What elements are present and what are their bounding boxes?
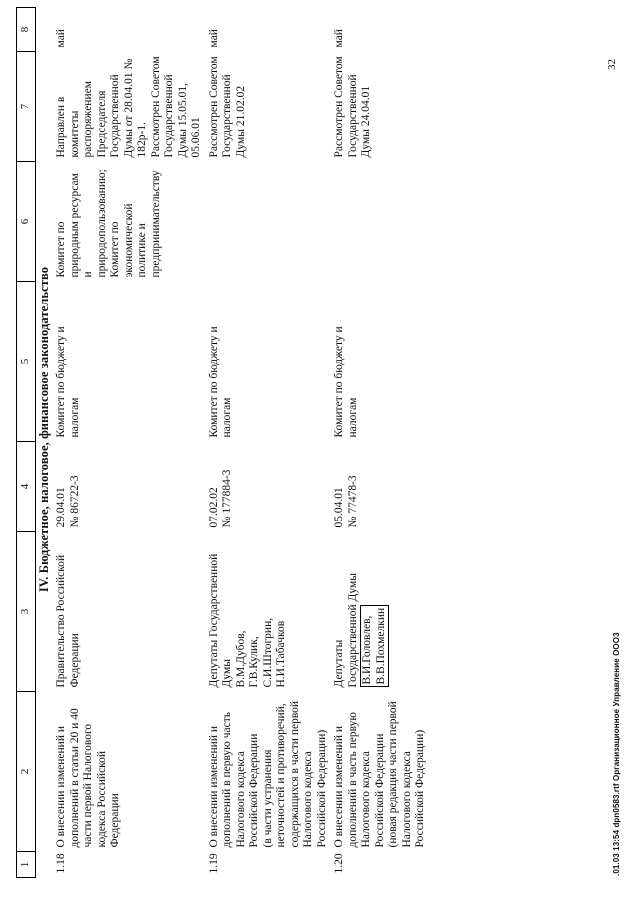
page-number: 32	[606, 59, 618, 70]
co-committee: Комитет по природным ресурсам и природопользованию; Комитет по экономической политике и предпринимательству	[55, 169, 162, 278]
section-row	[35, 8, 53, 878]
registration-number: 29.04.01 № 86722-3	[55, 475, 81, 528]
section-title: IV. Бюджетное, налоговое, финансовое законодательство	[36, 266, 51, 593]
bill-title: О внесении изменений и дополнений в статьи 20 и 40 части первой Налогового кодекса Российской Федерации	[55, 708, 121, 848]
co-committee	[331, 162, 430, 282]
column-header-row	[17, 8, 36, 878]
planned-month: май	[55, 29, 67, 48]
table-row	[53, 8, 206, 878]
col-header: 2	[17, 692, 36, 852]
table-row	[206, 8, 332, 878]
col-header: 6	[17, 162, 36, 282]
row-number: 1.20	[333, 853, 345, 874]
bill-initiator-cell	[331, 532, 430, 692]
responsible-committee: Комитет по бюджету и налогам	[333, 326, 359, 438]
registration-number: 07.02.02 № 177884-3	[207, 469, 233, 528]
bill-title: О внесении изменений и дополнений в первую часть Налогового кодекса Российской Федерации (в части устранения неточностей и противоречий, содержащихся в части первой Налогового кодекса Российской Федерации)	[207, 700, 328, 848]
bill-initiator: Депутаты Государственной Думы В.М.Дубов, Г.В.Кулик, С.И.Штогрин, Н.И.Табачков	[207, 553, 287, 688]
planned-month: май	[207, 29, 220, 48]
row-number: 1.19	[207, 853, 220, 874]
col-header: 8	[17, 8, 36, 52]
row-number: 1.18	[55, 853, 67, 874]
col-header: 4	[17, 442, 36, 532]
col-header: 1	[17, 852, 36, 878]
bill-title: О внесении изменений и дополнений в часть первую Налогового кодекса Российской Федерации (новая редакция части первой Налогового кодекса Российской Федерации)	[333, 701, 426, 848]
co-committee	[206, 162, 332, 282]
col-header: 3	[17, 532, 36, 692]
col-header: 7	[17, 52, 36, 162]
responsible-committee: Комитет по бюджету и налогам	[207, 326, 233, 438]
boxed-initiator-names: В.И.Головлев, В.В.Похмелкин	[360, 605, 389, 688]
bill-status: Рассмотрен Советом Государственной Думы 21.02.02	[207, 56, 247, 158]
col-header: 5	[17, 282, 36, 442]
registration-number: 05.04.01 № 77478-3	[333, 475, 359, 528]
table-row	[331, 8, 430, 878]
document-footer: .01.03 13:54 dpn0583.rtf Организационное Управление ООО3	[612, 632, 621, 876]
initiator-line: Депутаты	[333, 639, 345, 688]
responsible-committee: Комитет по бюджету и налогам	[55, 326, 81, 438]
bill-initiator: Правительство Российской Федерации	[55, 554, 81, 688]
bill-status: Рассмотрен Советом Государственной Думы 24.04.01	[333, 56, 372, 158]
legislation-table	[16, 7, 430, 878]
initiator-line: Государственной Думы	[346, 573, 359, 688]
bill-status: Направлен в комитеты распоряжением Председателя Государственной Думы от 28.04.01 № 182р-1. Рассмотрен Советом Государственной Думы 15.05.01, 05.06.01	[55, 56, 202, 158]
planned-month: май	[333, 29, 345, 48]
